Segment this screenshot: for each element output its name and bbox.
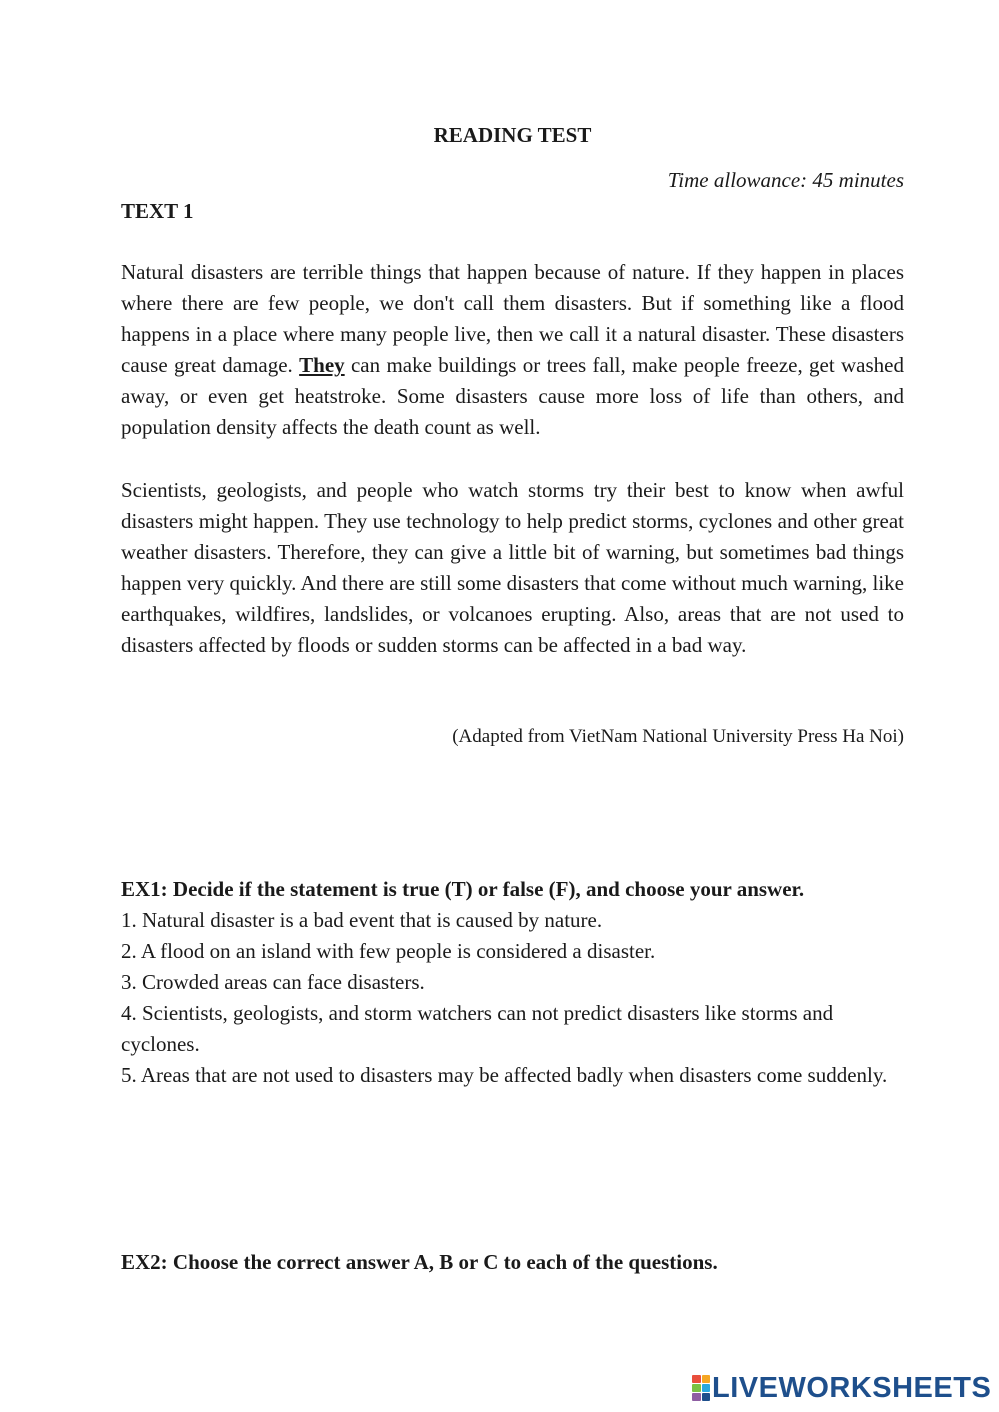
logo-block: [702, 1393, 711, 1401]
liveworksheets-logo[interactable]: [692, 1373, 991, 1403]
liveworksheets-logo-icon: [692, 1375, 710, 1401]
exercise-1-question: 4. Scientists, geologists, and storm watchers can not predict disasters like storms and cyclones.: [121, 1001, 834, 1056]
time-allowance: Time allowance: 45 minutes: [667, 168, 904, 192]
passage-emphasis-they: They: [299, 353, 345, 377]
passage-p1-part1: Natural disasters are terrible things that happen because of nature. If they happen in places where there are few people, we don't call them disasters. But if something like a flood happens in a place where many people live, then we call it a natural disaster. These disasters cause great damage.: [121, 260, 904, 377]
source-citation: (Adapted from VietNam National University Press Ha Noi): [452, 726, 904, 747]
exercise-2-title: EX2: Choose the correct answer A, B or C to each of the questions.: [121, 1250, 718, 1274]
passage-paragraph-1: [121, 257, 904, 443]
passage-paragraph-2: Scientists, geologists, and people who watch storms try their best to know when awful disasters might happen. They use technology to help predict storms, cyclones and other great weather disasters. Therefore, they can give a little bit of warning, but sometimes bad things happen very quickly. And there are still some disasters that come without much warning, like earthquakes, wildfires, landslides, or volcanoes erupting. Also, areas that are not used to disasters affected by floods or sudden storms can be affected in a bad way.: [121, 478, 904, 657]
exercise-1-question: 2. A flood on an island with few people is considered a disaster.: [121, 939, 656, 963]
logo-block: [692, 1393, 701, 1401]
logo-block: [702, 1384, 711, 1392]
exercise-1: [121, 874, 904, 1091]
exercise-1-question: 5. Areas that are not used to disasters may be affected badly when disasters come suddenly.: [121, 1063, 888, 1087]
exercise-1-title: EX1: Decide if the statement is true (T) or false (F), and choose your answer.: [121, 877, 805, 901]
exercise-1-question: 3. Crowded areas can face disasters.: [121, 970, 425, 994]
exercise-1-question: 1. Natural disaster is a bad event that is caused by nature.: [121, 908, 603, 932]
passage-p1-part2: can make buildings or trees fall, make people freeze, get washed away, or even get heatstroke. Some disasters cause more loss of life than others, and population density affects the death count as well.: [121, 353, 904, 439]
text-heading: TEXT 1: [121, 199, 194, 223]
page-title: READING TEST: [433, 123, 592, 147]
logo-block: [692, 1375, 701, 1383]
liveworksheets-logo-text: LIVEWORKSHEETS: [712, 1372, 992, 1404]
logo-block: [692, 1384, 701, 1392]
logo-block: [702, 1375, 711, 1383]
